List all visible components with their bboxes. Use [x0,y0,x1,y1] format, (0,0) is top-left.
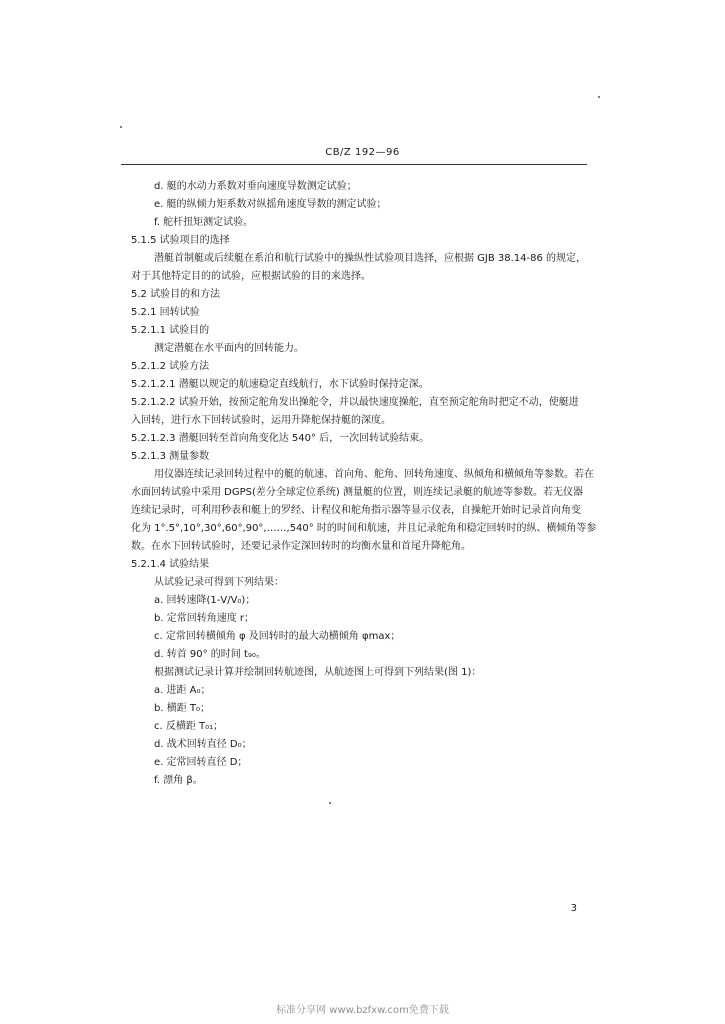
watermark-footer: 标准分享网 www.bzfxw.com免费下载 [276,1005,449,1016]
list-item: e. 定常回转直径 D； [154,757,248,768]
list-item: c. 反横距 T₀₁； [154,721,224,732]
text-line: d. 艇的水动力系数对垂向速度导数测定试验； [154,181,357,192]
text-line: 连续记录时，可利用秒表和艇上的罗经、计程仪和舵角指示器等显示仪表，自操舵开始时记录首向角变 [131,505,581,516]
list-item: d. 转首 90° 的时间 t₉₀。 [154,649,266,660]
text-line: 对于其他特定目的的试验，应根据试验的目的来选择。 [131,271,371,282]
section-heading: 5.2.1.3 测量参数 [131,451,210,462]
scan-speck [329,802,331,804]
text-line: 潜艇首制艇或后续艇在系泊和航行试验中的操纵性试验项目选择，应根据 GJB 38.14-86 的规定， [154,253,587,264]
text-line: 测定潜艇在水平面内的回转能力。 [154,343,304,354]
list-item: d. 战术回转直径 D₀； [154,739,252,750]
list-item: f. 漂角 β。 [154,775,203,786]
document-header: CB/Z 192—96 [325,147,400,158]
text-line: 5.2.1.2.2 试验开始，按预定舵角发出操舵令，并以最快速度操舵，直至预定舵角时把定不动，使艇进 [131,397,579,408]
text-line: 入回转，进行水下回转试验时，运用升降舵保持艇的深度。 [131,415,391,426]
text-line: 5.2.1.2.1 潜艇以规定的航速稳定直线航行，水下试验时保持定深。 [131,379,429,390]
text-line: 用仪器连续记录回转过程中的艇的航速、首向角、舵角、回转角速度、纵倾角和横倾角等参数。若在 [154,469,594,480]
scan-speck [120,126,122,128]
page-number: 3 [570,903,577,914]
text-line: f. 舵杆扭矩测定试验。 [154,217,254,228]
text-line: 根据测试记录计算并绘制回转航迹图，从航迹图上可得到下列结果(图 1)： [154,667,482,678]
list-item: c. 定常回转横倾角 φ 及回转时的最大动横倾角 φmax； [154,631,401,642]
section-heading: 5.2 试验目的和方法 [131,289,221,300]
text-line: 数。在水下回转试验时，还要记录作定深回转时的均衡水量和首尾升降舵角。 [131,541,471,552]
section-heading: 5.1.5 试验项目的选择 [131,235,230,246]
section-heading: 5.2.1.1 试验目的 [131,325,210,336]
list-item: b. 横距 T₀； [154,703,211,714]
section-heading: 5.2.1.4 试验结果 [131,559,210,570]
section-heading: 5.2.1 回转试验 [131,307,200,318]
text-line: 化为 1°.5°,10°,30°,60°,90°,……,540° 时的时间和航速，并且记录舵角和稳定回转时的纵、横倾角等参 [131,523,597,534]
section-heading: 5.2.1.2 试验方法 [131,361,210,372]
text-line: 5.2.1.2.3 潜艇回转至首向角变化达 540° 后，一次回转试验结束。 [131,433,430,444]
text-line: e. 艇的纵倾力矩系数对纵摇角速度导数的测定试验； [154,199,387,210]
text-line: 水面回转试验中采用 DGPS(差分全球定位系统) 测量艇的位置，则连续记录艇的航迹等参数。若无仪器 [131,487,583,498]
header-rule [121,164,587,165]
list-item: a. 回转速降(1-V/V₀)； [154,595,256,606]
scan-speck [598,96,600,98]
list-item: b. 定常回转角速度 r； [154,613,254,624]
text-line: 从试验记录可得到下列结果： [154,577,284,588]
list-item: a. 进距 A₀； [154,685,211,696]
